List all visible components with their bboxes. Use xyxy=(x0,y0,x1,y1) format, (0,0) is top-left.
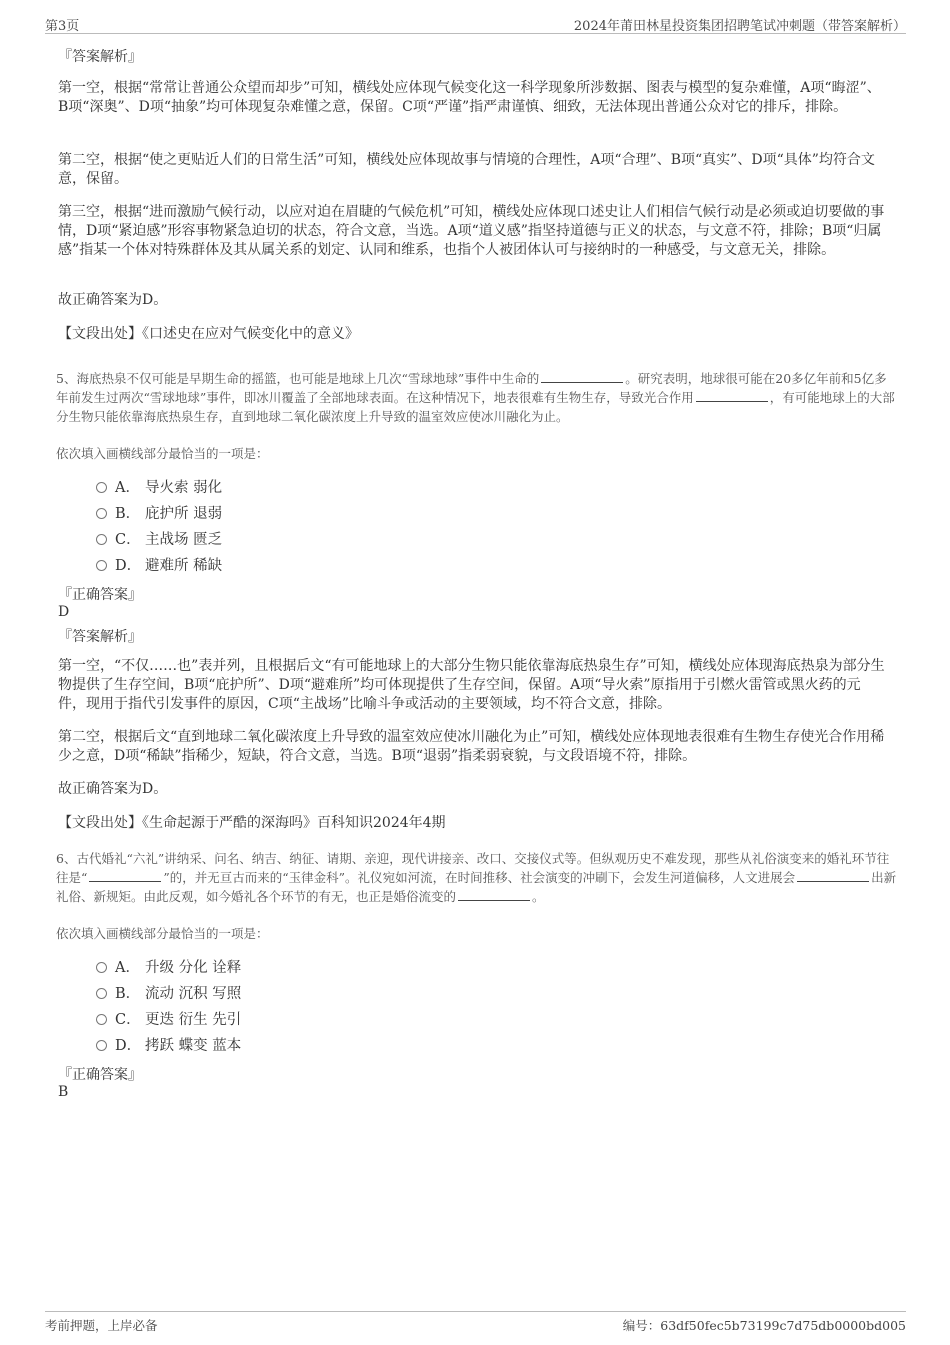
option-text: 导火索 弱化 xyxy=(145,480,223,496)
radio-icon[interactable] xyxy=(96,962,107,973)
q5-analysis-label: 『答案解析』 xyxy=(58,629,142,645)
q5-prompt: 依次填入画横线部分最恰当的一项是： xyxy=(56,446,269,461)
q6-prompt: 依次填入画横线部分最恰当的一项是： xyxy=(56,926,269,941)
q5-answer: D xyxy=(58,604,70,620)
q5-option-d[interactable] xyxy=(96,556,222,576)
q4-conclusion: 故正确答案为D。 xyxy=(58,292,168,308)
q5-option-b[interactable] xyxy=(96,504,222,524)
q5-option-a[interactable] xyxy=(96,478,222,498)
q6-answer-label: 『正确答案』 xyxy=(58,1067,142,1083)
option-letter: C． xyxy=(115,1012,141,1028)
q5-stem xyxy=(56,369,898,426)
q5-stem-part: 5、海底热泉不仅可能是早期生命的摇篮，也可能是地球上几次“雪球地球”事件中生命的 xyxy=(56,371,540,386)
q4-analysis-p2: 第二空，根据“使之更贴近人们的日常生活”可知，横线处应体现故事与情境的合理性，A项“合理”、B项“真实”、D项“具体”均符合文意，保留。 xyxy=(58,152,875,187)
q5-option-c[interactable] xyxy=(96,530,222,550)
q4-analysis-p3: 第三空，根据“进而激励气候行动，以应对迫在眉睫的气候危机”可知，横线处应体现口述史让人们相信气候行动是必须或迫切要做的事情，D项“紧迫感”形容事物紧急迫切的状态，符合文意，当选。A项“道义感”指坚持道德与正义的状态，与文意不符，排除；B项“归属感”指某一个体对特殊群体及其从属关系的划定、认同和维系，也指个人被团体认可与接纳时的一种感受，与文意无关，排除。 xyxy=(58,204,885,258)
option-text: 拷跃 蝶变 蓝本 xyxy=(145,1038,242,1054)
option-text: 避难所 稀缺 xyxy=(145,558,223,574)
radio-icon[interactable] xyxy=(96,1040,107,1051)
q6-option-d[interactable] xyxy=(96,1036,241,1056)
q4-source: 【文段出处】《口述史在应对气候变化中的意义》 xyxy=(58,326,359,342)
radio-icon[interactable] xyxy=(96,560,107,571)
q4-analysis-p1: 第一空，根据“常常让普通公众望而却步”可知，横线处应体现气候变化这一科学现象所涉数据、图表与模型的复杂难懂，A项“晦涩”、B项“深奥”、D项“抽象”均可体现复杂难懂之意，保留。C项“严谨”指严肃谨慎、细致，无法体现出普通公众对它的排斥，排除。 xyxy=(58,80,881,115)
option-text: 流动 沉积 写照 xyxy=(145,986,242,1002)
option-letter: D． xyxy=(115,558,142,574)
radio-icon[interactable] xyxy=(96,988,107,999)
q6-stem-part: 。 xyxy=(532,889,545,904)
q5-analysis-p1: 第一空，“不仅……也”表并列，且根据后文“有可能地球上的大部分生物只能依靠海底热泉生存”可知，横线处应体现海底热泉为部分生物提供了生存空间，B项“庇护所”、D项“避难所”均可体现提供了生存空间，保留。A项“导火索”原指用于引燃火雷管或黑火药的元件，现用于指代引发事件的原因，C项“主战场”比喻斗争或活动的主要领域，均不符合文意，排除。 xyxy=(58,658,885,712)
radio-icon[interactable] xyxy=(96,482,107,493)
q4-analysis-label: 『答案解析』 xyxy=(58,49,142,65)
q5-source: 【文段出处】《生命起源于严酷的深海吗》百科知识2024年4期 xyxy=(58,815,446,831)
q6-stem xyxy=(56,849,898,906)
q6-option-c[interactable] xyxy=(96,1010,241,1030)
q5-analysis-p2: 第二空，根据后文“直到地球二氧化碳浓度上升导致的温室效应使冰川融化为止”可知，横线处应体现地表很难有生物生存使光合作用稀少之意，D项“稀缺”指稀少，短缺，符合文意，当选。B项“退弱”指柔弱衰貌，与文段语境不符，排除。 xyxy=(58,729,885,764)
q5-stem-part: ，有可能地球上的大部分生物只能依靠海底热泉生存，直到地球二氧化碳浓度上升导致的温室效应使冰川融化为止。 xyxy=(56,390,895,424)
q6-stem-part: 出新礼俗、新规矩。由此反观，如今婚礼各个环节的有无，也正是婚俗流变的 xyxy=(56,870,897,904)
option-text: 主战场 匮乏 xyxy=(145,532,223,548)
q6-blank-2 xyxy=(797,869,869,882)
document-code: 编号：63df50fec5b73199c7d75db0000bd005 xyxy=(622,1318,906,1333)
q5-stem-part: 。研究表明，地球很可能在20多亿年前和5亿多年前发生过两次“雪球地球”事件，即冰川覆盖了全部地球表面。在这种情况下，地表很难有生物生存，导致光合作用 xyxy=(56,371,887,405)
q5-answer-label: 『正确答案』 xyxy=(58,587,142,603)
option-text: 庇护所 退弱 xyxy=(145,506,223,522)
q6-option-b[interactable] xyxy=(96,984,241,1004)
option-text: 更迭 衍生 先引 xyxy=(145,1012,242,1028)
option-letter: A． xyxy=(115,480,140,496)
radio-icon[interactable] xyxy=(96,534,107,545)
radio-icon[interactable] xyxy=(96,1014,107,1025)
q5-blank-2 xyxy=(696,389,768,402)
option-letter: C． xyxy=(115,532,141,548)
q5-blank-1 xyxy=(541,370,623,383)
document-title: 2024年莆田林星投资集团招聘笔试冲刺题（带答案解析） xyxy=(573,19,906,34)
radio-icon[interactable] xyxy=(96,508,107,519)
footer-slogan: 考前押题，上岸必备 xyxy=(45,1318,158,1333)
option-letter: D． xyxy=(115,1038,142,1054)
option-letter: B． xyxy=(115,506,141,522)
q6-stem-part: ”的，并无亘古而来的“玉律金科”。礼仪宛如河流，在时间推移、社会演变的冲刷下，会发生河道偏移，人文进展会 xyxy=(163,870,796,885)
q6-blank-1 xyxy=(89,869,161,882)
option-letter: A． xyxy=(115,960,140,976)
page-footer xyxy=(45,1311,906,1336)
q5-conclusion: 故正确答案为D。 xyxy=(58,781,168,797)
q6-stem-part: 6、古代婚礼“六礼”讲纳采、问名、纳吉、纳征、请期、亲迎，现代讲接亲、改口、交接仪式等。但纵观历史不难发现，那些从礼俗演变来的婚礼环节往往是“ xyxy=(56,851,890,885)
option-letter: B． xyxy=(115,986,141,1002)
q6-blank-3 xyxy=(458,888,530,901)
option-text: 升级 分化 诠释 xyxy=(145,960,242,976)
q6-option-a[interactable] xyxy=(96,958,241,978)
page-header xyxy=(45,13,906,34)
page-number: 第3页 xyxy=(45,19,80,34)
q6-answer: B xyxy=(58,1084,69,1100)
